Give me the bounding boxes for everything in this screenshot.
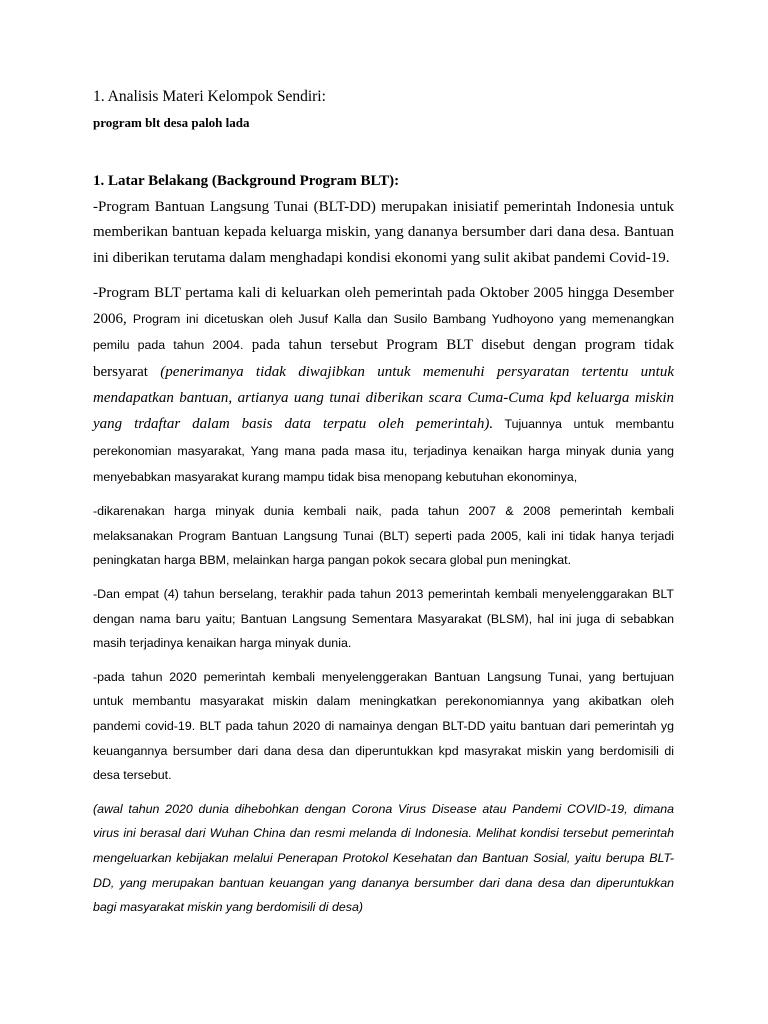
- document-page: [93, 86, 674, 920]
- paragraph-covid-note: (awal tahun 2020 dunia dihebohkan dengan Corona Virus Disease atau Pandemi COVID-19, dimana virus ini berasal dari Wuhan China dan resmi melanda di Indonesia. Melihat kondisi tersebut pemerintah mengeluarkan kebijakan melalui Penerapan Protokol Kesehatan dan Bantuan Sosial, yaitu berupa BLT-DD, yang merupakan bantuan keuangan yang dananya bersumber dari dana desa dan diperuntukkan bagi masyarakat miskin yang berdomisili di desa): [93, 801, 674, 915]
- paragraph-2-part-a: -Program BLT pertama kali di keluarkan oleh pemerintah pada Oktober 2005 hingga Desember 2006,: [93, 284, 674, 328]
- paragraph-2-part-e: Tujuannya untuk membantu perekonomian masyarakat, Yang mana pada masa itu, terjadinya kenaikan harga minyak dunia yang menyebabkan masyarakat kurang mampu tidak bisa menopang kebutuhan ekonominya,: [93, 417, 674, 484]
- analysis-heading: 1. Analisis Materi Kelompok Sendiri:: [93, 88, 326, 105]
- paragraph-blt-history-2005: [93, 280, 674, 490]
- section-heading-background: 1. Latar Belakang (Background Program BLT):: [93, 173, 400, 189]
- paragraph-blsm-2013: -Dan empat (4) tahun berselang, terakhir pada tahun 2013 pemerintah kembali menyelenggarakan BLT dengan nama baru yaitu; Bantuan Langsung Sementara Masyarakat (BLSM), hal ini juga di sebabkan masih terjadinya kenaikan harga minyak dunia.: [93, 587, 674, 651]
- paragraph-blt-2007-2008: -dikarenakan harga minyak dunia kembali naik, pada tahun 2007 & 2008 pemerintah kembali melaksanakan Program Bantuan Langsung Tunai (BLT) seperti pada 2005, kali ini tidak hanya terjadi peningkatan harga BBM, melainkan harga pangan pokok secara global pun meningkat.: [93, 504, 674, 568]
- paragraph-blt-dd-intro: -Program Bantuan Langsung Tunai (BLT-DD) merupakan inisiatif pemerintah Indonesia untuk memberikan bantuan kepada keluarga miskin, yang dananya bersumber dari dana desa. Bantuan ini diberikan terutama dalam menghadapi kondisi ekonomi yang sulit akibat pandemi Covid-19.: [93, 199, 674, 266]
- paragraph-blt-dd-2020: -pada tahun 2020 pemerintah kembali menyelenggerakan Bantuan Langsung Tunai, yang bertujuan untuk membantu masyarakat miskin dalam meningkatkan perekonomiannya yang akibatkan oleh pandemi covid-19. BLT pada tahun 2020 di namainya dengan BLT-DD yaitu bantuan dari pemerintah yg keuangannya bersumber dari dana desa dan diperuntukkan kpd masyrakat miskin yang berdomisili di desa tersebut.: [93, 669, 674, 783]
- paragraph-2-part-d: (penerimanya tidak diwajibkan untuk memenuhi persyaratan tertentu untuk mendapatkan bantuan, artianya uang tunai diberikan scara Cuma-Cuma kpd keluarga miskin yang trdaftar dalam basis data terpatu oleh pemerintah).: [93, 363, 674, 433]
- paragraph-2-part-c: pada tahun tersebut Program BLT disebut dengan program tidak bersyarat: [93, 337, 674, 380]
- program-subtitle: program blt desa paloh lada: [93, 115, 250, 130]
- paragraph-2-part-b: Program ini dicetuskan oleh Jusuf Kalla dan Susilo Bambang Yudhoyono yang memenangkan pemilu pada tahun 2004.: [93, 312, 675, 353]
